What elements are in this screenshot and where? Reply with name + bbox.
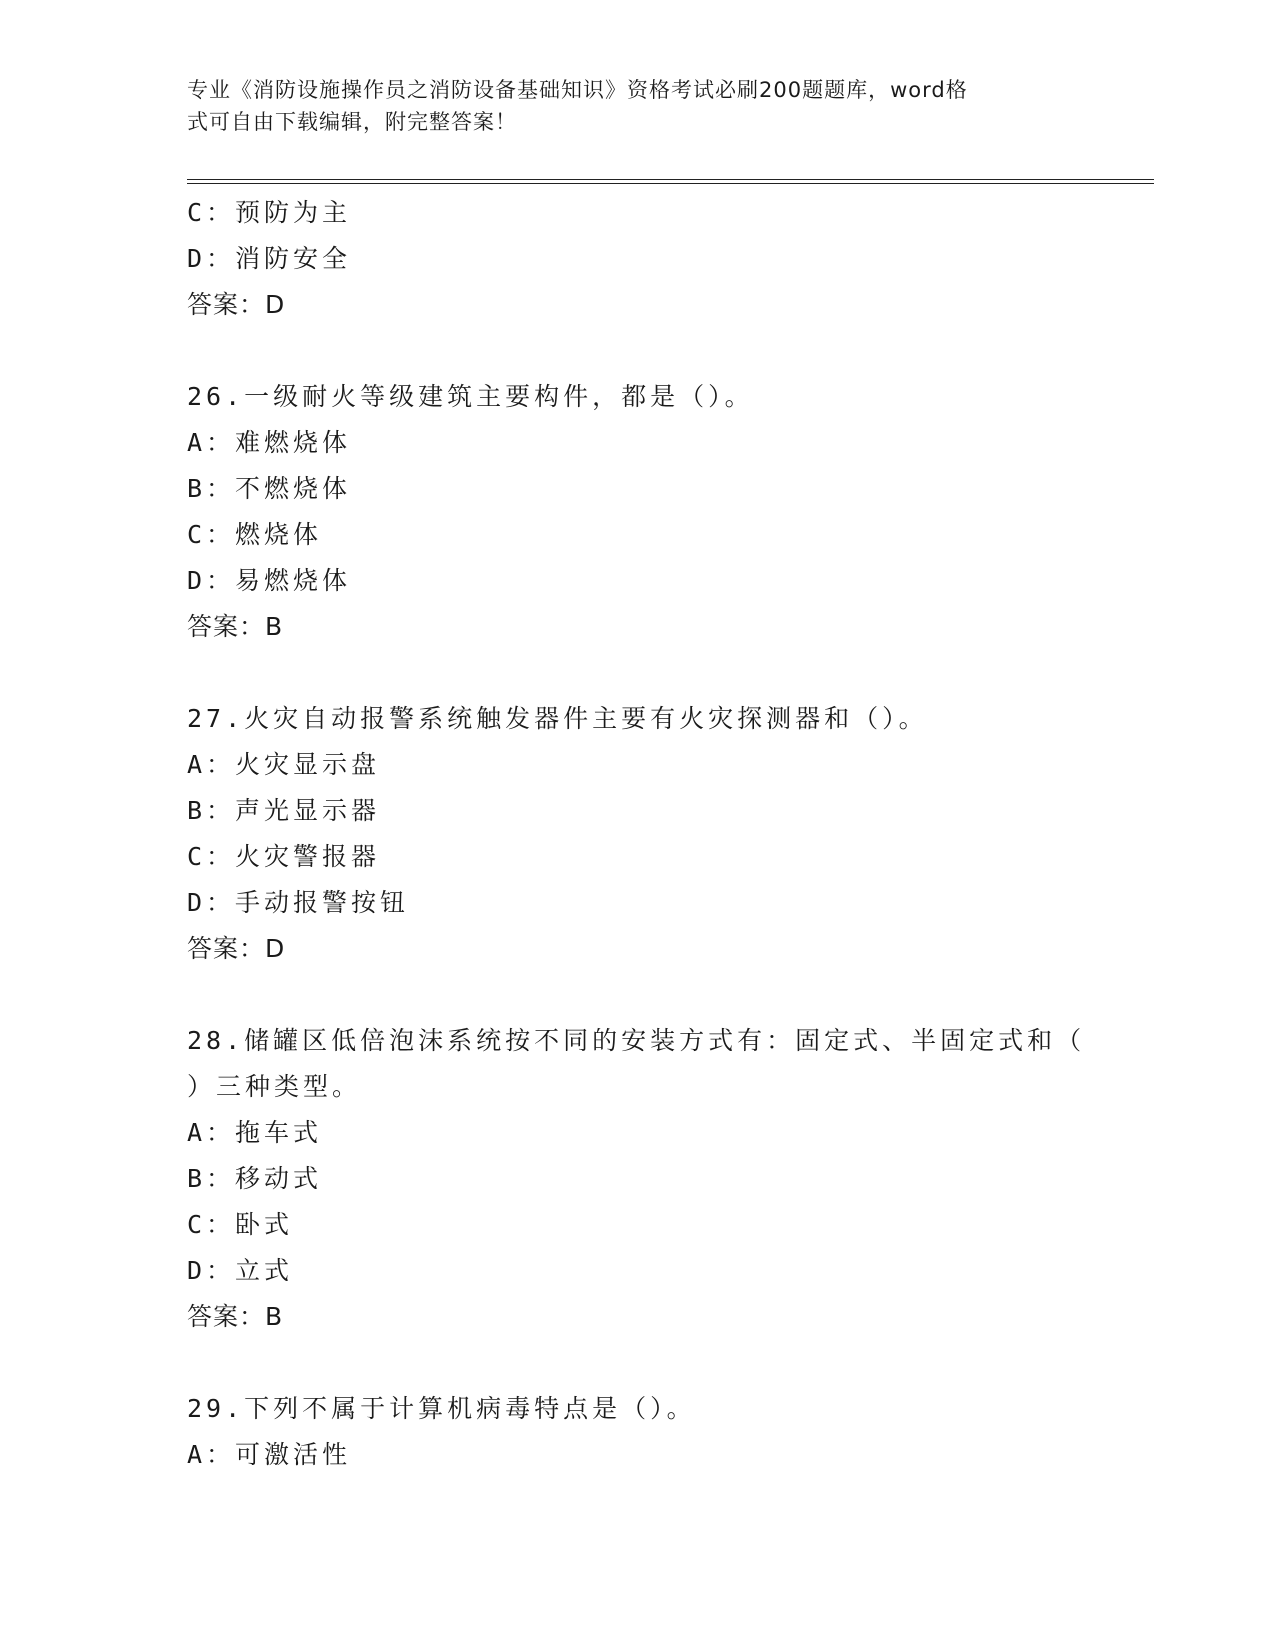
option-c: C：卧式: [187, 1210, 294, 1239]
answer: 答案：B: [187, 612, 284, 641]
spacer: [187, 972, 1147, 1018]
question-26: [187, 374, 1147, 650]
spacer: [187, 1340, 1147, 1386]
option-a: A：火灾显示盘: [187, 750, 381, 779]
option-b: B：移动式: [187, 1164, 323, 1193]
question-stem: 26.一级耐火等级建筑主要构件，都是（）。: [187, 382, 754, 411]
answer: 答案：D: [187, 290, 286, 319]
question-27: [187, 696, 1147, 972]
option-d: D：立式: [187, 1256, 294, 1285]
question-28: [187, 1018, 1147, 1340]
option-c: C：预防为主: [187, 198, 352, 227]
option-a: A：难燃烧体: [187, 428, 352, 457]
answer: 答案：B: [187, 1302, 284, 1331]
question-list: [187, 190, 1147, 1478]
option-c: C：火灾警报器: [187, 842, 381, 871]
option-c: C：燃烧体: [187, 520, 323, 549]
header-line-1: 专业《消防设施操作员之消防设备基础知识》资格考试必刷200题题库，word格: [187, 78, 968, 102]
option-a: A：可激活性: [187, 1440, 352, 1469]
question-stem-line-1: 28.储罐区低倍泡沫系统按不同的安装方式有：固定式、半固定式和（: [187, 1026, 1086, 1055]
question-stem-line-2: ）三种类型。: [187, 1072, 362, 1101]
option-a: A：拖车式: [187, 1118, 323, 1147]
document-header: [187, 74, 1067, 138]
question-stem: 29.下列不属于计算机病毒特点是（）。: [187, 1394, 696, 1423]
answer: 答案：D: [187, 934, 286, 963]
header-divider-bottom: [187, 183, 1154, 184]
spacer: [187, 328, 1147, 374]
question-stem: 27.火灾自动报警系统触发器件主要有火灾探测器和（）。: [187, 704, 928, 733]
option-d: D：消防安全: [187, 244, 352, 273]
option-d: D：易燃烧体: [187, 566, 352, 595]
header-line-2: 式可自由下载编辑，附完整答案！: [187, 110, 517, 134]
option-b: B：不燃烧体: [187, 474, 352, 503]
header-divider-top: [187, 179, 1154, 180]
option-d: D：手动报警按钮: [187, 888, 410, 917]
option-b: B：声光显示器: [187, 796, 381, 825]
question-29: [187, 1386, 1147, 1478]
question-25-tail: [187, 190, 1147, 328]
spacer: [187, 650, 1147, 696]
